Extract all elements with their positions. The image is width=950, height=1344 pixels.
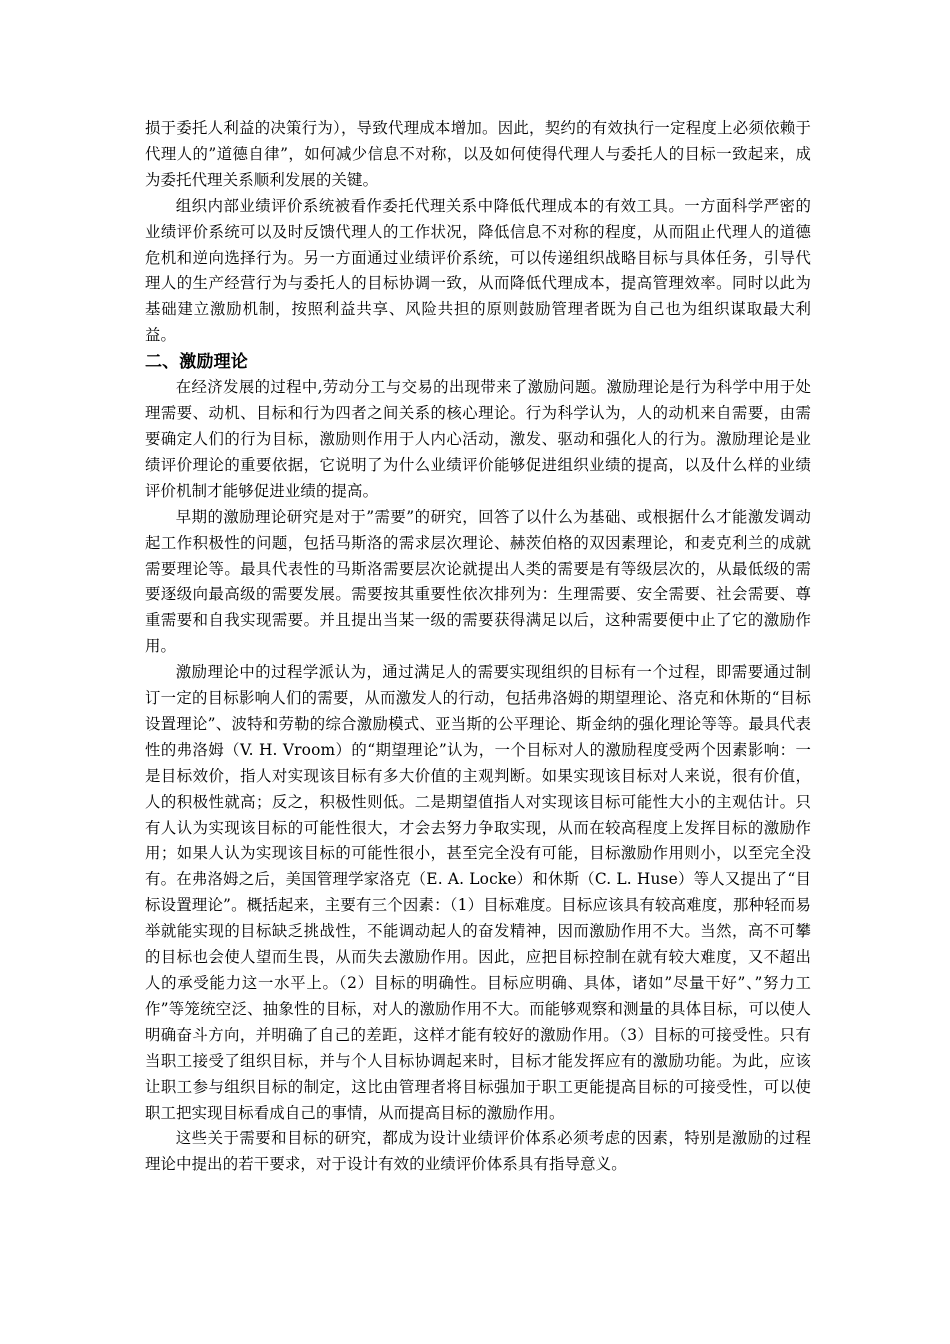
paragraph-process-school: 激励理论中的过程学派认为，通过满足人的需要实现组织的目标有一个过程，即需要通过制订一定的目标影响人们的需要，从而激发人的行动，包括弗洛姆的期望理论、洛克和休斯的“目标设置理论”、波特和劳勒的综合激励模式、亚当斯的公平理论、斯金纳的强化理论等等。最具代表性的弗洛姆（V. H. Vroom）的“期望理论”认为，一个目标对人的激励程度受两个因素影响：一是目标效价，指人对实现该目标有多大价值的主观判断。如果实现该目标对人来说，很有价值，人的积极性就高；反之，积极性则低。二是期望值指人对实现该目标可能性大小的主观估计。只有人认为实现该目标的可能性很大，才会去努力争取实现，从而在较高程度上发挥目标的激励作用；如果人认为实现该目标的可能性很小，甚至完全没有可能，目标激励作用则小，以至完全没有。在弗洛姆之后，美国管理学家洛克（E. A. Locke）和休斯（C. L. Huse）等人又提出了“目标设置理论”。概括起来，主要有三个因素：（1）目标难度。目标应该具有较高难度，那种轻而易举就能实现的目标缺乏挑战性，不能调动起人的奋发精神，因而激励作用不大。当然，高不可攀的目标也会使人望而生畏，从而失去激励作用。因此，应把目标控制在就有较大难度，又不超出人的承受能力这一水平上。（2）目标的明确性。目标应明确、具体，诸如”尽量干好”、”努力工作”等笼统空泛、抽象性的目标，对人的激励作用不大。而能够观察和测量的具体目标，可以使人明确奋斗方向，并明确了自己的差距，这样才能有较好的激励作用。（3）目标的可接受性。只有当职工接受了组织目标，并与个人目标协调起来时，目标才能发挥应有的激励功能。为此，应该让职工参与组织目标的制定，这比由管理者将目标强加于职工更能提高目标的可接受性，可以使职工把实现目标看成自己的事情，从而提高目标的激励作用。 — [145, 663, 811, 1122]
section-heading-incentive-theory: 二、激励理论 — [145, 352, 248, 373]
paragraph-performance-evaluation: 组织内部业绩评价系统被看作委托代理关系中降低代理成本的有效工具。一方面科学严密的业绩评价系统可以及时反馈代理人的工作状况，降低信息不对称的程度，从而阻止代理人的道德危机和逆向选择行为。另一方面通过业绩评价系统，可以传递组织战略目标与具体任务，引导代理人的生产经营行为与委托人的目标协调一致，从而降低代理成本，提高管理效率。同时以此为基础建立激励机制，按照利益共享、风险共担的原则鼓励管理者既为自己也为组织谋取最大利益。 — [145, 196, 811, 345]
paragraph-conclusion: 这些关于需要和目标的研究，都成为设计业绩评价体系必须考虑的因素，特别是激励的过程理论中提出的若干要求，对于设计有效的业绩评价体系具有指导意义。 — [145, 1129, 811, 1174]
paragraph-continuation: 损于委托人利益的决策行为），导致代理成本增加。因此，契约的有效执行一定程度上必须依赖于代理人的”道德自律”，如何减少信息不对称，以及如何使得代理人与委托人的目标一致起来，成为委托代理关系顺利发展的关键。 — [145, 119, 811, 189]
document-body — [145, 116, 811, 1178]
paragraph-incentive-intro: 在经济发展的过程中,劳动分工与交易的出现带来了激励问题。激励理论是行为科学中用于处理需要、动机、目标和行为四者之间关系的核心理论。行为科学认为，人的动机来自需要，由需要确定人们的行为目标，激励则作用于人内心活动，激发、驱动和强化人的行为。激励理论是业绩评价理论的重要依据，它说明了为什么业绩评价能够促进组织业绩的提高，以及什么样的业绩评价机制才能够促进业绩的提高。 — [145, 378, 811, 500]
paragraph-needs-research: 早期的激励理论研究是对于”需要”的研究，回答了以什么为基础、或根据什么才能激发调动起工作积极性的问题，包括马斯洛的需求层次理论、赫茨伯格的双因素理论，和麦克利兰的成就需要理论等。最具代表性的马斯洛需要层次论就提出人类的需要是有等级层次的，从最低级的需要逐级向最高级的需要发展。需要按其重要性依次排列为：生理需要、安全需要、社会需要、尊重需要和自我实现需要。并且提出当某一级的需要获得满足以后，这种需要便中止了它的激励作用。 — [145, 507, 811, 656]
